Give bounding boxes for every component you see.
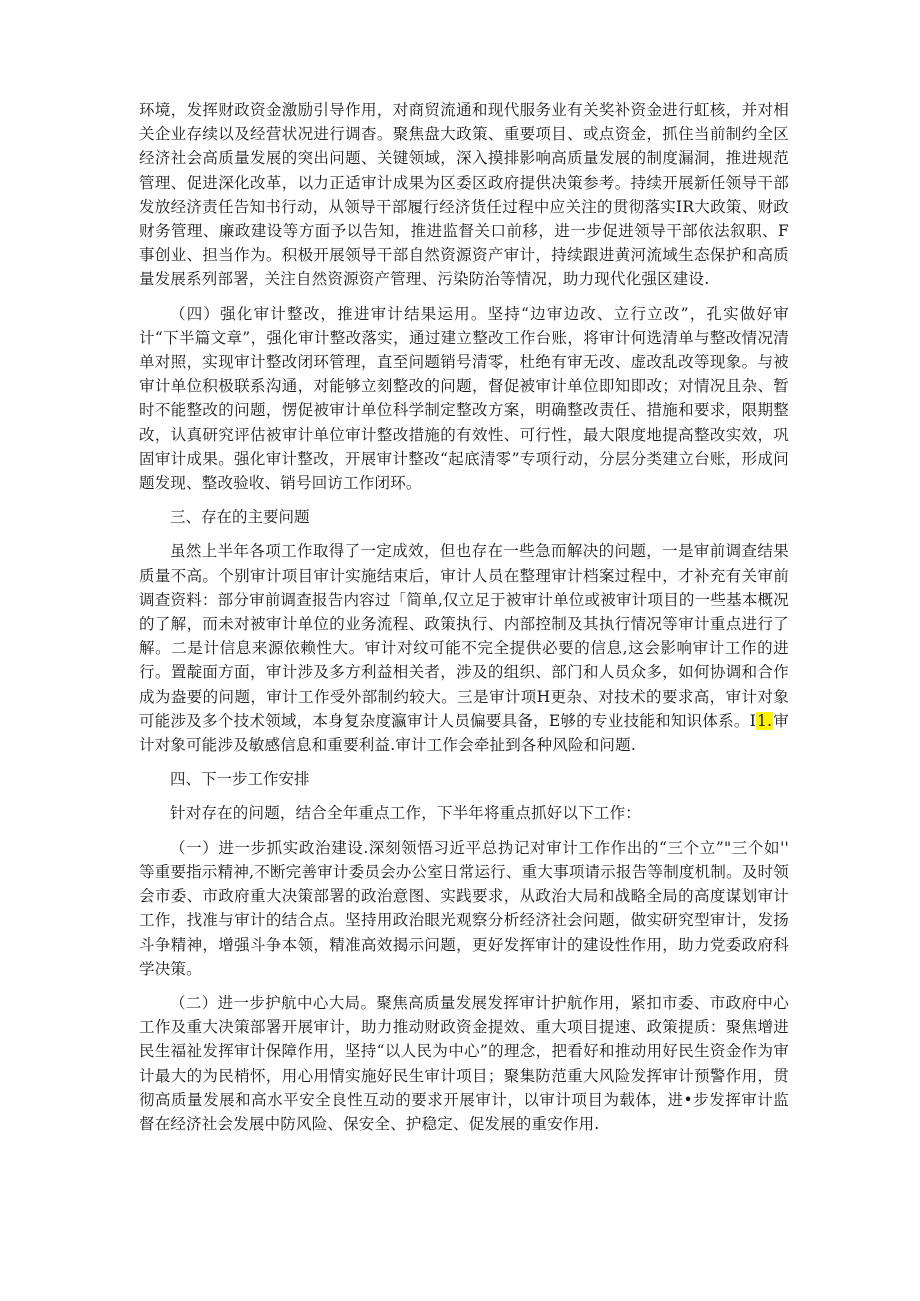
paragraph-next-two: （二）进一步护航中心大局。聚焦高质量发展发挥审计护航作用，紧扣市委、市政府中心工作及重大决策部署开展审计，助力推动财政资金提效、重大项目提速、政策提质：聚焦增进民生福祉发挥审计保障作用，坚持“以人民为中心”的理念，把看好和推动用好民生资金作为审计最大的为民梢怀，用心用情实施好民生审计项目；聚集防范重大风险发挥审计预警作用，贯彻高质量发展和高水平安全良性互动的要求开展审计，以审计项目为载体，进•步发挥审计监督在经济社会发展中防风险、保安全、护稳定、促发展的重安作用. bbox=[139, 993, 789, 1133]
highlighted-text: 1. bbox=[757, 711, 773, 730]
paragraph-section-four: （四）强化审计整改，推进审计结果运用。坚持“边审边改、立行立改”，孔实做好审计“下半篇文章”，强化审计整改落实，通过建立整改工作台账，将审计何选清单与整改情况清单对照，实现审计整改闭环管理，直至问题销号清零，杜绝有审无改、虚改乱改等现象。与被审计单位积极联系沟通，对能够立刻整改的问题，督促被审计单位即知即改；对情况且杂、暂时不能整改的问题，愣促被审计单位科学制定整改方案，明确整改责任、措施和要求，限期整改，认真研究评估被审计单位审计整改措施的有效性、可行性，最大限度地提高整改实效，巩固审计成果。强化审计整改，开展审计整改“起底清零”专项行动，分层分类建立台账，形成问题发现、整改验收、销号回访工作闭环。 bbox=[139, 304, 789, 493]
problems-text-part-1: 虽然上半年各项工作取得了一定成效，但也存在一些急而解决的问题，一是审前调查结果质量不高。个别审计项目审计实施结束后，审计人员在整理审计档案过程中，才补充有关审前调查资料：部分审前调查报告内容过「简单,仅立足于被审计单位或被审计项目的一些基本概况的了解，而未对被审计单位的业务流程、政策执行、内部控制及其执行情况等审计重点进行了解。二是计信息来源依赖性大。审计对纹可能不完全提供必要的信息,这会影响审计工作的进行。置靛面方面，审计涉及多方利益相关者，涉及的组织、部门和人员众多，如何协调和合作成为盎要的问题，审计工作受外部制约较大。三是审计项H更杂、对技术的要求高，审计对象可能涉及多个技术领域，本身复杂度瀛审计人员偏要具备，E够的专业技能和知识体系。I bbox=[139, 542, 789, 730]
heading-next-steps: 四、下一步工作安排 bbox=[170, 770, 310, 789]
paragraph-problems bbox=[139, 539, 789, 757]
problems-text-part-2: 审计对象可能涉及敏感信息和重要利益.审计工作会牵扯到各种风险和问题. bbox=[139, 711, 789, 755]
document-body bbox=[139, 98, 789, 1136]
paragraph-next-one: （一）进一步抓实政治建设.深刻领悟习近平总㧑记对审计工作作出的“三个立”"三个如'' 等重要指示精神,不断完善审计委员会办公室日常运行、重大事项请示报告等制度机制。及时领会市委、市政府重大决策部署的政治意图、实践要求，从政治大局和战略全局的高度谋划审计工作，找准与审计的结合点。坚持用政治眼光观察分析经济社会问题，做实研究型审计，发扬斗争精神，增强斗争本领，精准高效揭示问题，更好发挥审计的建设性作用，助力党委政府科学决策。 bbox=[139, 838, 789, 978]
paragraph-next-intro: 针对存在的问题，结合全年重点工作，下半年将重点抓好以下工作： bbox=[170, 804, 642, 823]
paragraph-intro: 环境，发挥财政资金激励引导作用，对商贸流通和现代服务业有关奖补资金进行虹核，并对相关企业存续以及经营状况进行调杳。聚焦盘大政策、重要项目、或点资金，抓住当前制约全区经济社会高质量发展的突出问题、关键领域，深入摸排影响高质量发展的制度漏洞，推进规范管理、促进深化改革，以力正适审计成果为区委区政府提供决策参考。持续开展新任领导干部发放经济责任告知书行动，从领导干部履行经济货任过程中应关注的贯彻落实IR大政策、财政财务管理、廉政建设等方面予以告知，推进监督关口前移，进一步促进领导干部依法叙职、F事创业、担当作为。积极开展领导干部自然资源资产审计，持续跟进黄河流域生态保护和高质量发展系列部署，关注自然资源资产管理、污染防治等情况，助力现代化强区建设. bbox=[139, 101, 789, 289]
heading-main-problems: 三、存在的主要问题 bbox=[170, 508, 310, 527]
